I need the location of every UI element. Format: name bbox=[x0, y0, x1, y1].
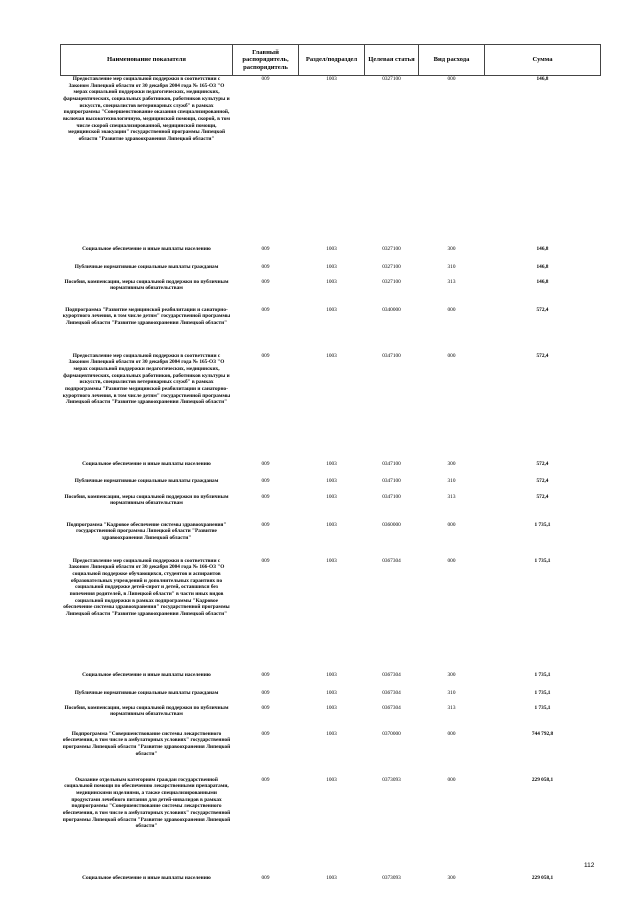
row-sum: 229 058,1 bbox=[531, 874, 554, 881]
header-section: Раздел/подраздел bbox=[299, 45, 365, 76]
row-section: 1003 bbox=[326, 671, 337, 678]
row-target: 0340000 bbox=[382, 306, 401, 313]
row-section: 1003 bbox=[326, 874, 337, 881]
table-row bbox=[61, 76, 601, 246]
row-target: 0367304 bbox=[382, 704, 401, 711]
row-section: 1003 bbox=[326, 557, 337, 564]
row-section: 1003 bbox=[326, 460, 337, 467]
row-target: 0373093 bbox=[382, 874, 401, 881]
row-target: 0347100 bbox=[382, 460, 401, 467]
header-type: Вид расхода bbox=[419, 45, 485, 76]
row-type: 310 bbox=[447, 263, 456, 270]
row-sum: 229 058,1 bbox=[531, 776, 554, 783]
header-manager: Главный распорядитель, распорядитель bbox=[233, 45, 299, 76]
row-name: Подпрограмма "Совершенствование системы лекарственного обеспечения, в том числе в амбулаторных условиях" государственной программы Липецкой области "Развитие здравоохранения Липецкой области" bbox=[62, 730, 231, 757]
table-row bbox=[61, 875, 601, 891]
table-row bbox=[61, 353, 601, 461]
row-manager: 009 bbox=[261, 278, 270, 285]
row-manager: 009 bbox=[261, 493, 270, 500]
row-target: 0367304 bbox=[382, 557, 401, 564]
row-section: 1003 bbox=[326, 689, 337, 696]
row-sum: 1 735,1 bbox=[534, 521, 551, 528]
row-name: Предоставление мер социальной поддержки в соответствии с Законом Липецкой области от 30 декабря 2004 года № 165-ОЗ "О мерах социальной поддержки педагогических, медицинских, фармацевтических, социальных работников, работников культуры и искусств, специалистов ветеринарных служб" в рамках подпрограммы "Совершенствование оказания специализированной, включая высокотехнологичную, медицинской помощи, скорой, в том числе скорой специализированной, медицинской помощи, медицинской эвакуации" государственной программы Липецкой области "Развитие здравоохранения Липецкой области" bbox=[63, 76, 230, 143]
row-target: 0360000 bbox=[382, 521, 401, 528]
table-row bbox=[61, 558, 601, 672]
row-section: 1003 bbox=[326, 306, 337, 313]
row-name: Публичные нормативные социальные выплаты гражданам bbox=[74, 689, 219, 696]
row-name: Публичные нормативные социальные выплаты гражданам bbox=[74, 477, 219, 484]
row-name: Социальное обеспечение и иные выплаты населению bbox=[82, 460, 211, 467]
row-name: Пособия, компенсации, меры социальной поддержки по публичным нормативным обязательствам bbox=[64, 493, 229, 507]
row-section: 1003 bbox=[326, 352, 337, 359]
row-sum: 146,8 bbox=[536, 278, 549, 285]
row-type: 000 bbox=[447, 306, 456, 313]
row-name: Публичные нормативные социальные выплаты гражданам bbox=[74, 263, 219, 270]
row-section: 1003 bbox=[326, 245, 337, 252]
table-row bbox=[61, 690, 601, 705]
row-target: 0367304 bbox=[382, 671, 401, 678]
row-section: 1003 bbox=[326, 521, 337, 528]
row-type: 000 bbox=[447, 730, 456, 737]
row-manager: 009 bbox=[261, 557, 270, 564]
row-sum: 572,4 bbox=[536, 352, 549, 359]
row-sum: 1 735,1 bbox=[534, 671, 551, 678]
row-name: Социальное обеспечение и иные выплаты населению bbox=[82, 874, 211, 881]
row-name: Предоставление мер социальной поддержки в соответствии с Законом Липецкой области от 30 декабря 2004 года № 166-ОЗ "О социальной поддержке обучающихся, студентов и аспирантов образовательных учреждений и дополнительных гарантиях по социальной поддержке детей-сирот и детей, оставшихся без попечения родителей, в Липецкой области" в части иных видов социальной поддержки в рамках подпрограммы "Кадровое обеспечение системы здравоохранения" государственной программы Липецкой области "Развитие здравоохранения Липецкой области" bbox=[63, 557, 230, 617]
row-type: 000 bbox=[447, 521, 456, 528]
header-sum: Сумма bbox=[485, 45, 601, 76]
table-row bbox=[61, 705, 601, 731]
table-row bbox=[61, 307, 601, 353]
row-sum: 572,4 bbox=[536, 306, 549, 313]
row-manager: 009 bbox=[261, 245, 270, 252]
row-sum: 1 735,1 bbox=[534, 557, 551, 564]
row-type: 000 bbox=[447, 352, 456, 359]
row-sum: 572,4 bbox=[536, 460, 549, 467]
table-row bbox=[61, 478, 601, 494]
row-target: 0327100 bbox=[382, 263, 401, 270]
budget-table bbox=[60, 44, 601, 891]
table-row bbox=[61, 461, 601, 478]
row-section: 1003 bbox=[326, 263, 337, 270]
table-row bbox=[61, 494, 601, 522]
row-type: 000 bbox=[447, 76, 456, 82]
row-target: 0367304 bbox=[382, 689, 401, 696]
row-manager: 009 bbox=[261, 776, 270, 783]
row-name: Подпрограмма "Кадровое обеспечение системы здравоохранения" государственной программы Липецкой области "Развитие здравоохранения Липецкой области" bbox=[66, 521, 227, 541]
table-row bbox=[61, 279, 601, 307]
row-target: 0370000 bbox=[382, 730, 401, 737]
row-section: 1003 bbox=[326, 76, 337, 82]
table-row bbox=[61, 522, 601, 558]
table-row bbox=[61, 731, 601, 777]
row-type: 300 bbox=[447, 874, 456, 881]
row-section: 1003 bbox=[326, 704, 337, 711]
row-sum: 572,4 bbox=[536, 477, 549, 484]
table-row bbox=[61, 246, 601, 264]
row-type: 313 bbox=[447, 493, 456, 500]
row-type: 310 bbox=[447, 477, 456, 484]
row-section: 1003 bbox=[326, 730, 337, 737]
row-sum: 146,8 bbox=[536, 263, 549, 270]
row-manager: 009 bbox=[261, 352, 270, 359]
row-manager: 009 bbox=[261, 306, 270, 313]
row-name: Пособия, компенсации, меры социальной поддержки по публичным нормативным обязательствам bbox=[64, 278, 229, 292]
row-sum: 146,8 bbox=[536, 245, 549, 252]
row-type: 000 bbox=[447, 776, 456, 783]
row-manager: 009 bbox=[261, 730, 270, 737]
row-target: 0327100 bbox=[382, 76, 401, 82]
row-type: 313 bbox=[447, 704, 456, 711]
budget-table-container bbox=[60, 44, 600, 891]
row-manager: 009 bbox=[261, 477, 270, 484]
row-manager: 009 bbox=[261, 76, 270, 82]
row-section: 1003 bbox=[326, 493, 337, 500]
row-target: 0347100 bbox=[382, 493, 401, 500]
page-number: 112 bbox=[584, 862, 595, 869]
row-manager: 009 bbox=[261, 874, 270, 881]
row-target: 0327100 bbox=[382, 245, 401, 252]
row-type: 000 bbox=[447, 557, 456, 564]
row-name: Социальное обеспечение и иные выплаты населению bbox=[82, 245, 211, 252]
row-target: 0347100 bbox=[382, 477, 401, 484]
row-type: 300 bbox=[447, 460, 456, 467]
row-sum: 1 735,1 bbox=[534, 704, 551, 711]
table-row bbox=[61, 672, 601, 690]
row-target: 0373093 bbox=[382, 776, 401, 783]
row-manager: 009 bbox=[261, 689, 270, 696]
table-row bbox=[61, 264, 601, 279]
row-type: 310 bbox=[447, 689, 456, 696]
row-target: 0347100 bbox=[382, 352, 401, 359]
row-name: Предоставление мер социальной поддержки в соответствии с Законом Липецкой области от 30 декабря 2004 года № 165-ОЗ "О мерах социальной поддержки педагогических, медицинских, фармацевтических, социальных работников, работников культуры и искусств, специалистов ветеринарных служб" в рамках подпрограммы "Развитие медицинской реабилитации и санаторно-курортного лечения, в том числе детям" государственной программы Липецкой области "Развитие здравоохранения Липецкой области" bbox=[62, 352, 231, 406]
row-sum: 146,8 bbox=[536, 76, 549, 82]
row-type: 313 bbox=[447, 278, 456, 285]
table-row bbox=[61, 777, 601, 875]
row-manager: 009 bbox=[261, 460, 270, 467]
row-sum: 572,4 bbox=[536, 493, 549, 500]
row-manager: 009 bbox=[261, 671, 270, 678]
header-target: Целевая статья bbox=[365, 45, 419, 76]
row-manager: 009 bbox=[261, 704, 270, 711]
row-manager: 009 bbox=[261, 521, 270, 528]
row-sum: 744 792,8 bbox=[531, 730, 554, 737]
header-name: Наименование показателя bbox=[61, 45, 233, 76]
row-manager: 009 bbox=[261, 263, 270, 270]
row-sum: 1 735,1 bbox=[534, 689, 551, 696]
row-section: 1003 bbox=[326, 776, 337, 783]
row-name: Социальное обеспечение и иные выплаты населению bbox=[82, 671, 211, 678]
row-target: 0327100 bbox=[382, 278, 401, 285]
row-name: Оказание отдельным категориям граждан государственной социальной помощи по обеспечению лекарственными препаратами, медицинскими изделиями, а также специализированными продуктами лечебного питания для детей-инвалидов в рамках подпрограммы "Совершенствование системы лекарственного обеспечения, в том числе в амбулаторных условиях" государственной программы Липецкой области "Развитие здравоохранения Липецкой области" bbox=[62, 776, 231, 830]
table-header-row bbox=[61, 45, 601, 76]
row-name: Подпрограмма "Развитие медицинской реабилитации и санаторно-курортного лечения, в том числе детям" государственной программы Липецкой области "Развитие здравоохранения Липецкой области" bbox=[62, 306, 231, 326]
row-section: 1003 bbox=[326, 278, 337, 285]
row-type: 300 bbox=[447, 671, 456, 678]
row-name: Пособия, компенсации, меры социальной поддержки по публичным нормативным обязательствам bbox=[64, 704, 229, 718]
row-section: 1003 bbox=[326, 477, 337, 484]
row-type: 300 bbox=[447, 245, 456, 252]
